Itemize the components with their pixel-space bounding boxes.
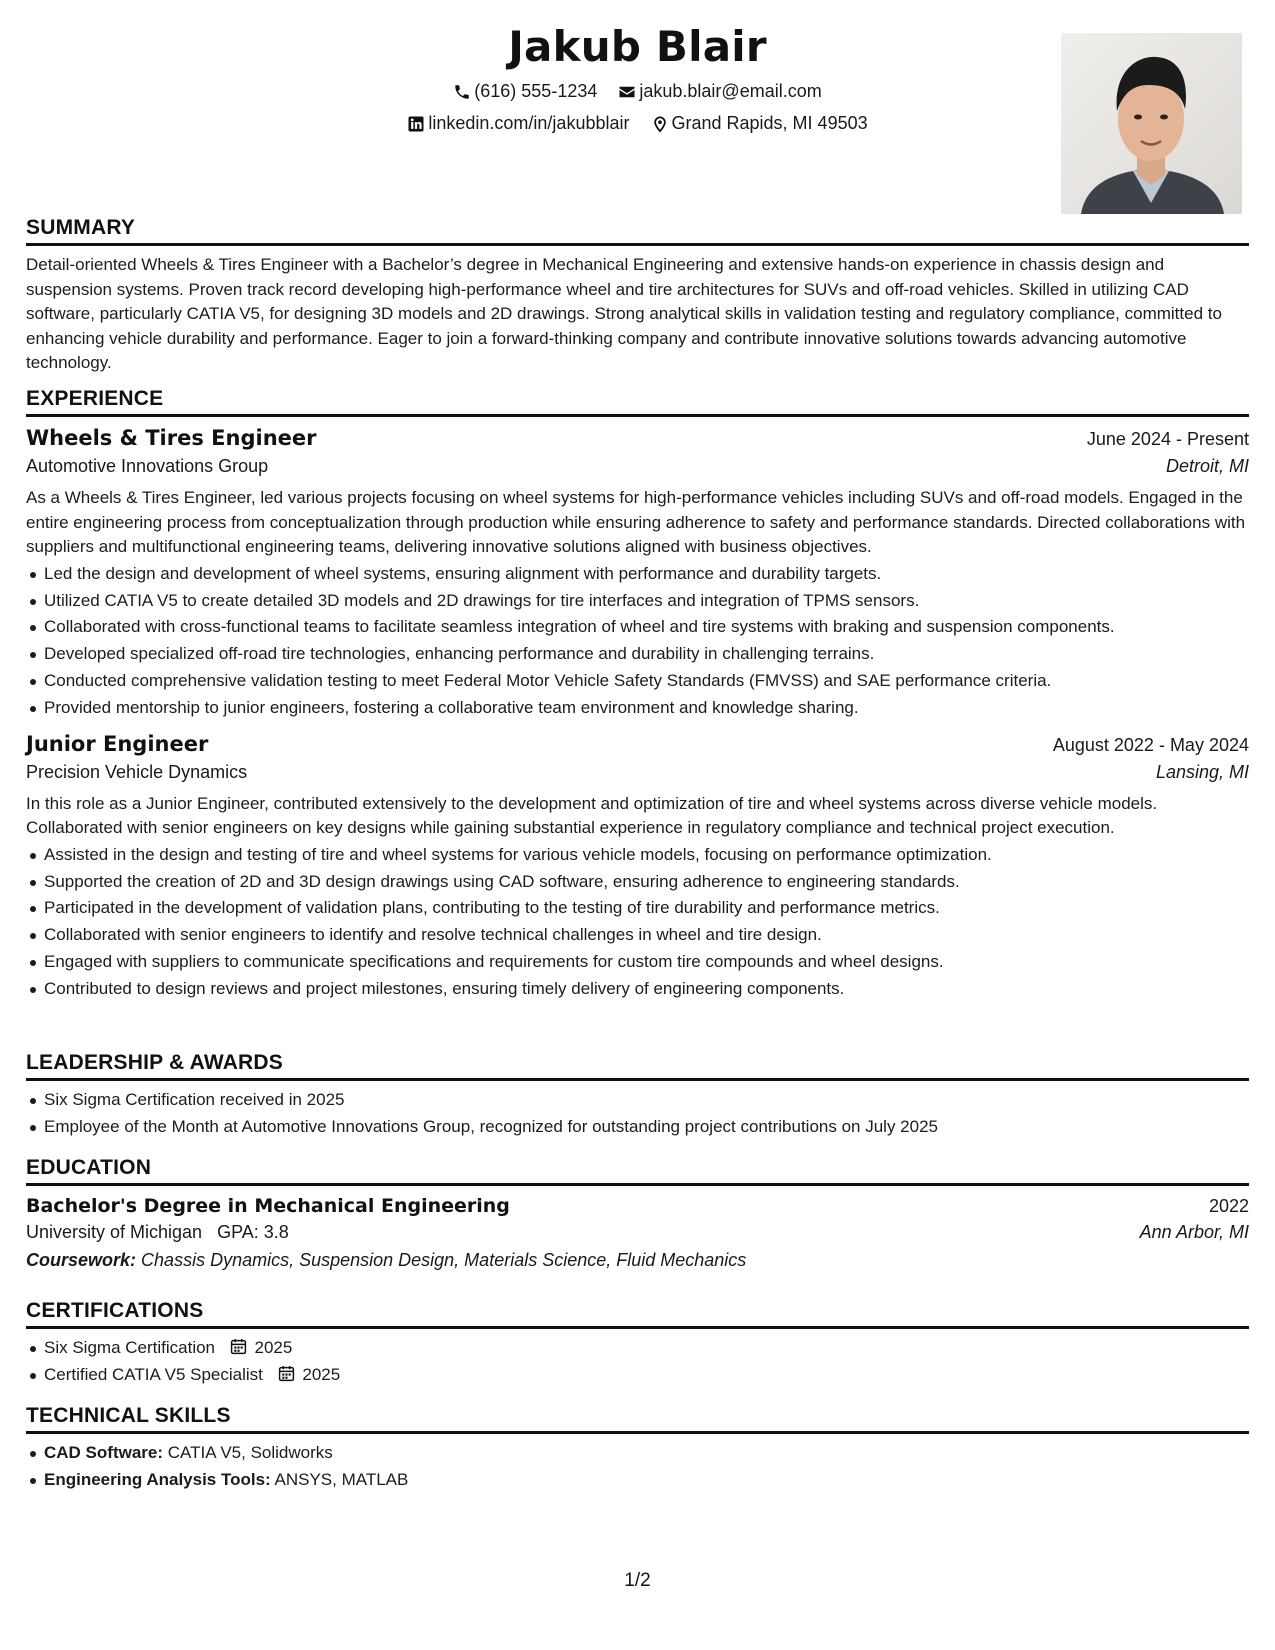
coursework-line xyxy=(26,1250,1249,1271)
map-pin-icon xyxy=(651,115,669,133)
profile-photo xyxy=(1061,33,1242,214)
envelope-icon xyxy=(618,83,636,101)
phone-text: (616) 555-1234 xyxy=(474,81,598,101)
job-description: As a Wheels & Tires Engineer, led various projects focusing on wheel systems for high-performance vehicles including SUVs and off-road models. Engaged in the entire engineering process from conceptualization through production while ensuring adherence to safety and performance standards. Directed collaborations with suppliers and multifunctional engineering teams, delivering innovative solutions aligned with business objectives. xyxy=(26,488,1246,557)
job-bullets xyxy=(26,842,1249,1003)
cert-name: Certified CATIA V5 Specialist xyxy=(44,1364,263,1384)
list-item: Employee of the Month at Automotive Innovations Group, recognized for outstanding project contributions on July 2025 xyxy=(44,1114,1249,1141)
resume-header xyxy=(26,0,1249,210)
list-item: Engaged with suppliers to communicate specifications and requirements for custom tire compounds and wheel designs. xyxy=(44,949,1249,976)
contact-phone xyxy=(453,81,597,102)
leadership-section xyxy=(26,1051,1249,1141)
cert-year: 2025 xyxy=(254,1338,293,1357)
graduation-year: 2022 xyxy=(1208,1196,1249,1216)
contact-linkedin[interactable] xyxy=(407,113,629,134)
job-location: Detroit, MI xyxy=(1165,456,1249,476)
skills-section xyxy=(26,1404,1249,1494)
list-item: Contributed to design reviews and project milestones, ensuring timely delivery of engineering components. xyxy=(44,976,1249,1003)
contact-email[interactable] xyxy=(618,81,821,102)
linkedin-icon xyxy=(407,115,425,133)
list-item: Conducted comprehensive validation testing to meet Federal Motor Vehicle Safety Standards (FMVSS) and SAE performance criteria. xyxy=(44,668,1249,695)
page-number: 1/2 xyxy=(624,1570,651,1591)
candidate-name: Jakub Blair xyxy=(508,22,767,71)
skills-list xyxy=(26,1440,1249,1494)
list-item xyxy=(44,1467,1249,1494)
job-location: Lansing, MI xyxy=(1155,761,1249,782)
list-item: Developed specialized off-road tire technologies, enhancing performance and durability in challenging terrains. xyxy=(44,641,1249,668)
leadership-list xyxy=(26,1087,1249,1141)
gpa-text: GPA: 3.8 xyxy=(217,1222,289,1242)
certifications-heading: CERTIFICATIONS xyxy=(26,1299,1249,1329)
phone-icon xyxy=(453,83,471,101)
list-item: Led the design and development of wheel systems, ensuring alignment with performance and durability targets. xyxy=(44,561,1249,588)
list-item: Collaborated with cross-functional teams to facilitate seamless integration of wheel and tire systems with braking and suspension components. xyxy=(44,614,1249,641)
education-section xyxy=(26,1156,1249,1271)
cert-year: 2025 xyxy=(302,1364,341,1384)
list-item xyxy=(44,1335,1249,1362)
summary-text: Detail-oriented Wheels & Tires Engineer with a Bachelor’s degree in Mechanical Engineering and extensive hands-on experience in chassis design and suspension systems. Proven track record developing high-performance wheel and tire architectures for SUVs and off-road vehicles. Skilled in utilizing CAD software, particularly CATIA V5, for designing 3D models and 2D drawings. Strong analytical skills in validation testing and regulatory compliance, committed to enhancing vehicle durability and performance. Eager to join a forward-thinking company and contribute innovative solutions towards advancing automotive technology. xyxy=(26,255,1222,373)
job-title: Wheels & Tires Engineer xyxy=(26,426,317,450)
calendar-icon xyxy=(278,1365,295,1382)
summary-heading: SUMMARY xyxy=(26,216,1249,246)
list-item: Utilized CATIA V5 to create detailed 3D models and 2D drawings for tire interfaces and integration of TPMS sensors. xyxy=(44,588,1249,615)
list-item: Six Sigma Certification received in 2025 xyxy=(44,1087,1249,1114)
leadership-heading: LEADERSHIP & AWARDS xyxy=(26,1051,1249,1081)
resume-page xyxy=(26,0,1249,1489)
list-item xyxy=(44,1440,1249,1467)
education-heading: EDUCATION xyxy=(26,1156,1249,1186)
list-item: Provided mentorship to junior engineers, fostering a collaborative team environment and knowledge sharing. xyxy=(44,695,1249,722)
list-item: Participated in the development of validation plans, contributing to the testing of tire durability and performance metrics. xyxy=(44,895,1249,922)
job-company: Precision Vehicle Dynamics xyxy=(26,761,248,782)
location-text: Grand Rapids, MI 49503 xyxy=(671,113,868,133)
job-bullets xyxy=(26,561,1249,722)
skill-label: Engineering Analysis Tools: xyxy=(44,1469,271,1489)
summary-section xyxy=(26,216,1249,376)
job-dates: June 2024 - Present xyxy=(1086,429,1249,449)
certifications-list xyxy=(26,1335,1249,1389)
email-text[interactable]: jakub.blair@email.com xyxy=(639,81,822,101)
list-item: Collaborated with senior engineers to identify and resolve technical challenges in wheel and tire design. xyxy=(44,922,1249,949)
job-dates: August 2022 - May 2024 xyxy=(1052,734,1249,755)
list-item: Supported the creation of 2D and 3D design drawings using CAD software, ensuring adherence to engineering standards. xyxy=(44,869,1249,896)
cert-name: Six Sigma Certification xyxy=(44,1338,216,1357)
school-location: Ann Arbor, MI xyxy=(1139,1222,1249,1242)
experience-heading: EXPERIENCE xyxy=(26,387,1249,417)
calendar-icon xyxy=(230,1338,247,1355)
job-entry xyxy=(26,426,1249,722)
experience-section xyxy=(26,387,1249,1003)
contact-location xyxy=(651,113,868,134)
list-item: Assisted in the design and testing of tire and wheel systems for various vehicle models, focusing on performance optimization. xyxy=(44,842,1249,869)
skills-heading: TECHNICAL SKILLS xyxy=(26,1404,1249,1434)
job-entry xyxy=(26,732,1249,1003)
job-description: In this role as a Junior Engineer, contributed extensively to the development and optimization of tire and wheel systems across diverse vehicle models. Collaborated with senior engineers on key designs while gaining substantial experience in regulatory compliance and technical project execution. xyxy=(26,793,1158,838)
certifications-section xyxy=(26,1299,1249,1389)
job-title: Junior Engineer xyxy=(26,731,209,756)
linkedin-text[interactable]: linkedin.com/in/jakubblair xyxy=(428,113,630,133)
degree-title: Bachelor's Degree in Mechanical Engineering xyxy=(26,1195,510,1217)
job-company: Automotive Innovations Group xyxy=(26,456,269,476)
coursework-text: Chassis Dynamics, Suspension Design, Materials Science, Fluid Mechanics xyxy=(141,1250,747,1270)
school-name: University of Michigan xyxy=(26,1222,203,1242)
skill-value: CATIA V5, Solidworks xyxy=(167,1443,333,1462)
coursework-label: Coursework: xyxy=(26,1250,137,1270)
skill-value: ANSYS, MATLAB xyxy=(274,1469,409,1489)
list-item xyxy=(44,1362,1249,1389)
skill-label: CAD Software: xyxy=(44,1443,164,1462)
